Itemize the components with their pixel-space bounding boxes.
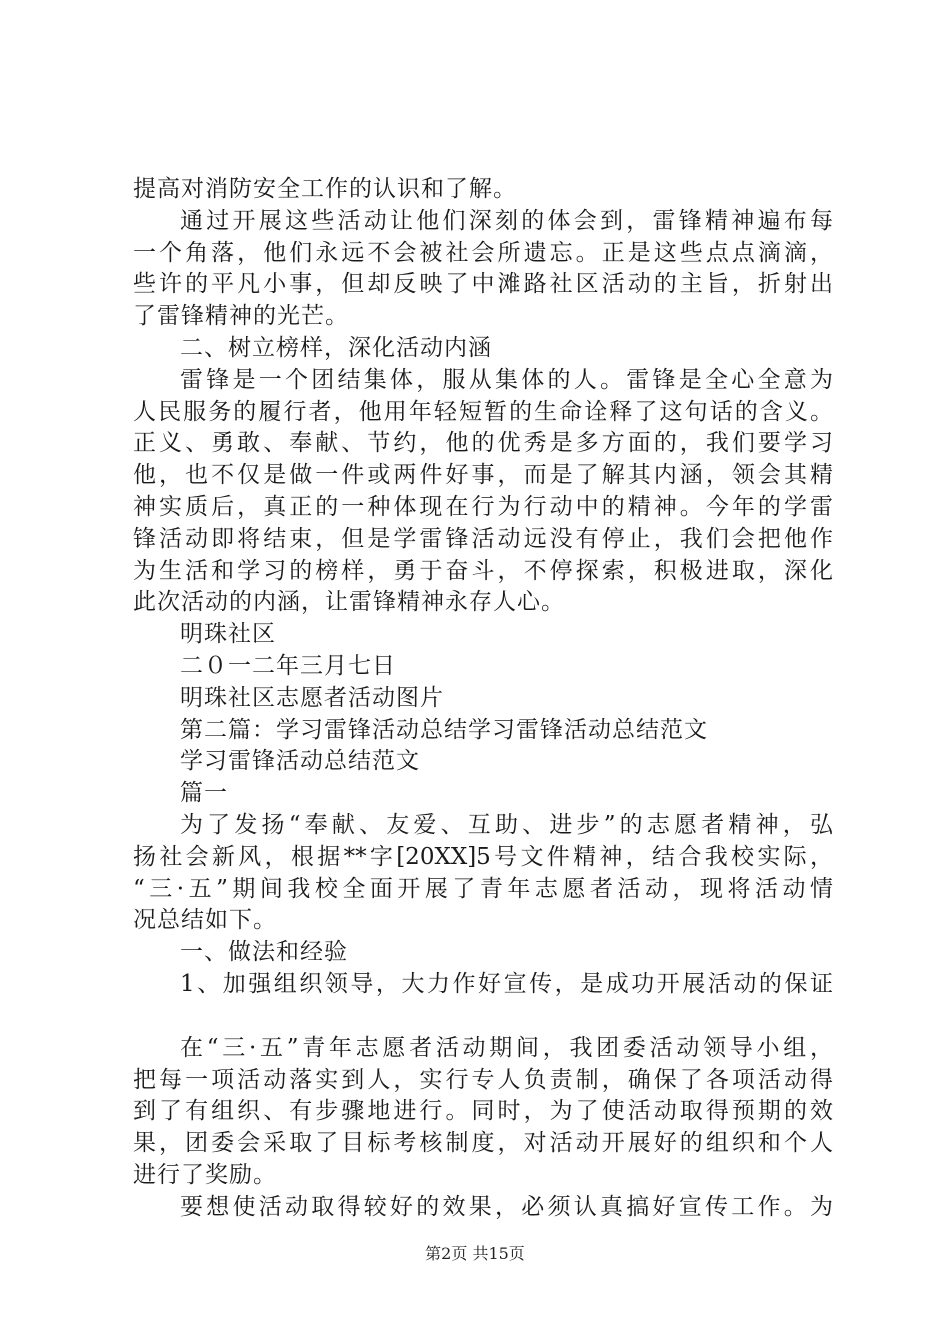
paragraph-line: 雷锋是一个团结集体，服从集体的人。雷锋是全心全意为 — [180, 366, 833, 393]
paragraph-line: 锋活动即将结束，但是学雷锋活动远没有停止，我们会把他作 — [133, 525, 833, 552]
paragraph-line: 一个角落，他们永远不会被社会所遗忘。正是这些点点滴滴， — [133, 239, 833, 266]
paragraph-line: 神实质后，真正的一种体现在行为行动中的精神。今年的学雷 — [133, 493, 833, 520]
paragraph-line: 正义、勇敢、奉献、节约，他的优秀是多方面的，我们要学习 — [133, 430, 833, 457]
paragraph-line: 学习雷锋活动总结范文 — [180, 748, 420, 775]
document-body — [133, 174, 833, 1224]
paragraph-line: 为了发扬“奉献、友爱、互助、进步”的志愿者精神，弘 — [180, 811, 833, 838]
paragraph-line: 明珠社区志愿者活动图片 — [180, 684, 444, 711]
paragraph-line: “三·五”期间我校全面开展了青年志愿者活动，现将活动情 — [133, 875, 833, 902]
paragraph-line: 一、做法和经验 — [180, 939, 348, 966]
paragraph-line: 进行了奖励。 — [133, 1161, 277, 1188]
page-footer: 第2页 共15页 — [425, 1244, 525, 1263]
paragraph-line: 二、树立榜样，深化活动内涵 — [180, 334, 492, 361]
paragraph-line: 他，也不仅是做一件或两件好事，而是了解其内涵，领会其精 — [133, 462, 833, 489]
paragraph-line: 提高对消防安全工作的认识和了解。 — [133, 176, 517, 202]
paragraph-line: 况总结如下。 — [133, 907, 277, 934]
paragraph-line: 篇一 — [180, 780, 228, 807]
paragraph-line: 扬社会新风，根据**字[20XX]5号文件精神，结合我校实际， — [133, 843, 833, 870]
paragraph-line: 到了有组织、有步骤地进行。同时，为了使活动取得预期的效 — [133, 1098, 833, 1125]
paragraph-line: 第二篇：学习雷锋活动总结学习雷锋活动总结范文 — [180, 716, 708, 743]
paragraph-line: 为生活和学习的榜样，勇于奋斗，不停探索，积极进取，深化 — [133, 557, 833, 584]
paragraph-line: 把每一项活动落实到人，实行专人负责制，确保了各项活动得 — [133, 1066, 833, 1093]
paragraph-line: 果，团委会采取了目标考核制度，对活动开展好的组织和个人 — [133, 1130, 833, 1157]
paragraph-line: 二０一二年三月七日 — [180, 652, 396, 679]
paragraph-line: 明珠社区 — [180, 621, 276, 648]
paragraph-line: 人民服务的履行者，他用年轻短暂的生命诠释了这句话的含义。 — [133, 398, 833, 425]
paragraph-line: 此次活动的内涵，让雷锋精神永存人心。 — [133, 589, 565, 616]
paragraph-line: 通过开展这些活动让他们深刻的体会到，雷锋精神遍布每 — [180, 207, 833, 234]
paragraph-line: 了雷锋精神的光芒。 — [133, 303, 349, 330]
blank-line — [133, 1001, 833, 1033]
paragraph-line: 在“三·五”青年志愿者活动期间，我团委活动领导小组， — [180, 1034, 833, 1061]
paragraph-line: 要想使活动取得较好的效果，必须认真搞好宣传工作。为 — [180, 1193, 833, 1220]
paragraph-line: 1、加强组织领导，大力作好宣传，是成功开展活动的保证 — [180, 970, 833, 997]
paragraph-line: 些许的平凡小事，但却反映了中滩路社区活动的主旨，折射出 — [133, 271, 833, 298]
